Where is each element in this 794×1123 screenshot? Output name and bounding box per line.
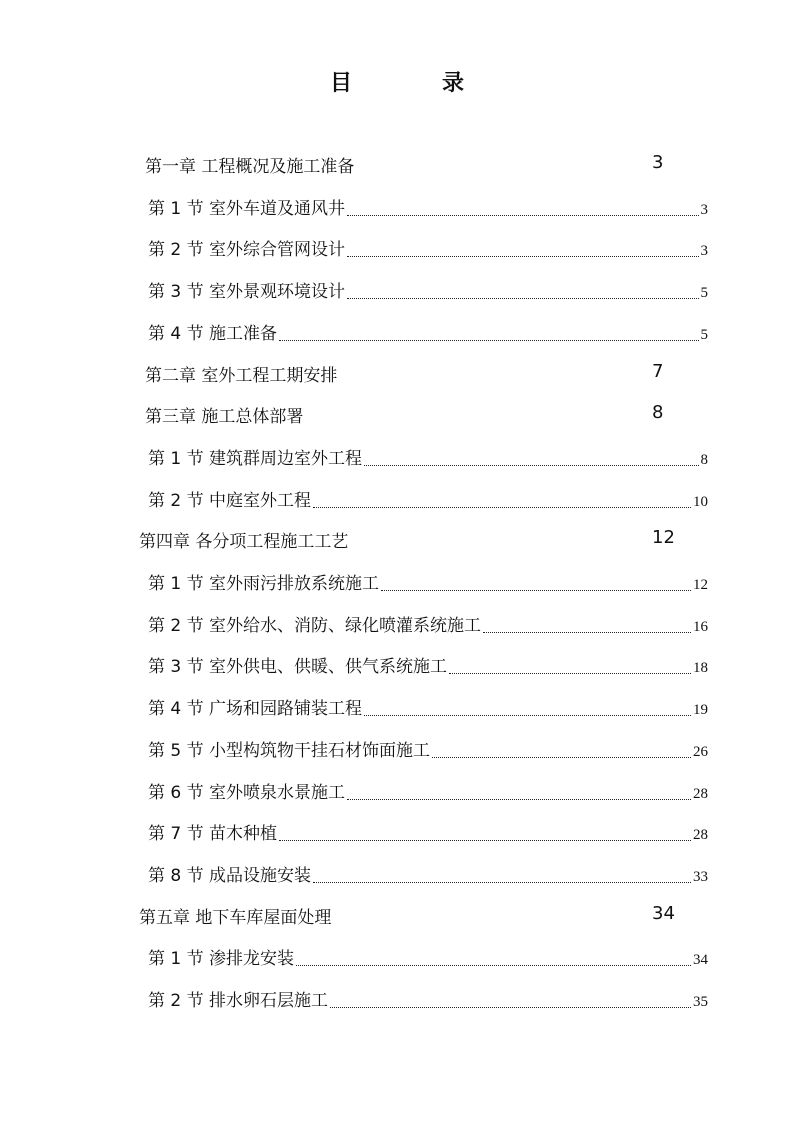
toc-entry-page-number: 26 [693, 743, 708, 760]
toc-entry-label: 第 1 节 渗排龙安装 [148, 949, 295, 970]
toc-entry-label: 第 1 节 室外雨污排放系统施工 [148, 574, 380, 594]
toc-entry-label: 第 8 节 成品设施安装 [148, 865, 312, 886]
toc-entry-page-number: 19 [693, 702, 708, 719]
toc-section-entry[interactable] [148, 194, 708, 219]
toc-entry-label: 第 2 节 室外综合管网设计 [148, 240, 346, 261]
toc-entry-page-number: 28 [693, 827, 708, 844]
toc-section-entry[interactable] [148, 569, 708, 594]
toc-entry-page-number: 28 [693, 785, 708, 802]
dot-leader [364, 455, 698, 466]
dot-leader [364, 705, 691, 716]
toc-section-entry[interactable] [148, 277, 708, 302]
dot-leader [347, 288, 698, 299]
toc-entry-page-number: 3 [652, 152, 664, 173]
toc-entry-label: 第 1 节 建筑群周边室外工程 [148, 448, 363, 469]
dot-leader [483, 622, 691, 633]
toc-chapter-entry[interactable] [145, 402, 670, 427]
toc-section-entry[interactable] [148, 861, 708, 886]
toc-entry-page-number: 16 [693, 618, 708, 635]
toc-section-entry[interactable] [148, 444, 708, 469]
toc-entry-label: 第五章 地下车库屋面处理 [139, 907, 332, 928]
toc-entry-label: 第 4 节 广场和园路铺装工程 [148, 699, 363, 720]
toc-entry-label: 第 3 节 室外供电、供暖、供气系统施工 [148, 657, 448, 678]
toc-entry-label: 第二章 室外工程工期安排 [145, 365, 338, 386]
dot-leader [347, 789, 691, 800]
toc-section-entry[interactable] [148, 319, 708, 344]
toc-entry-page-number: 33 [693, 868, 708, 885]
toc-entry-page-number: 8 [652, 402, 664, 424]
dot-leader [313, 497, 691, 508]
toc-entry-label: 第四章 各分项工程施工工艺 [139, 532, 349, 553]
toc-section-entry[interactable] [148, 736, 708, 761]
toc-entry-page-number: 5 [700, 326, 708, 343]
toc-entry-label: 第 2 节 室外给水、消防、绿化喷灌系统施工 [148, 615, 482, 636]
toc-entry-page-number: 34 [693, 952, 708, 969]
toc-entry-page-number: 10 [693, 493, 708, 510]
toc-entry-page-number: 12 [652, 527, 675, 549]
dot-leader [347, 205, 698, 216]
dot-leader [313, 872, 691, 883]
toc-entry-label: 第一章 工程概况及施工准备 [145, 157, 355, 177]
toc-entry-page-number: 12 [693, 577, 708, 593]
toc-entry-page-number: 7 [652, 360, 664, 382]
toc-chapter-entry[interactable] [145, 361, 670, 386]
toc-entry-label: 第三章 施工总体部署 [145, 407, 304, 428]
toc-entry-label: 第 1 节 室外车道及通风井 [148, 198, 346, 219]
toc-entry-page-number: 3 [700, 201, 708, 218]
dot-leader [279, 330, 698, 341]
toc-entry-page-number: 5 [700, 285, 708, 302]
toc-entry-label: 第 4 节 施工准备 [148, 323, 278, 344]
toc-entry-label: 第 3 节 室外景观环境设计 [148, 282, 346, 303]
toc-entry-label: 第 2 节 中庭室外工程 [148, 490, 312, 511]
toc-chapter-entry[interactable] [139, 527, 675, 553]
toc-entry-page-number: 18 [693, 660, 708, 677]
toc-entry-page-number: 35 [693, 994, 708, 1010]
toc-entry-label: 第 5 节 小型构筑物干挂石材饰面施工 [148, 740, 431, 761]
toc-entry-label: 第 2 节 排水卵石层施工 [148, 991, 329, 1011]
toc-section-entry[interactable] [148, 486, 708, 511]
dot-leader [381, 580, 691, 591]
toc-entry-page-number: 8 [700, 451, 708, 468]
toc-section-entry[interactable] [148, 778, 708, 803]
dot-leader [432, 747, 691, 758]
dot-leader [347, 246, 698, 257]
toc-entry-label: 第 6 节 室外喷泉水景施工 [148, 782, 346, 803]
toc-section-entry[interactable] [148, 986, 708, 1011]
toc-section-entry[interactable] [148, 944, 708, 969]
dot-leader [296, 955, 691, 966]
toc-section-entry[interactable] [148, 235, 708, 260]
toc-section-entry[interactable] [148, 694, 708, 719]
dot-leader [279, 830, 691, 841]
toc-chapter-entry[interactable] [145, 152, 670, 177]
toc-section-entry[interactable] [148, 652, 708, 677]
toc-entry-page-number: 3 [700, 243, 708, 260]
toc-chapter-entry[interactable] [139, 902, 675, 928]
toc-entry-label: 第 7 节 苗木种植 [148, 824, 278, 845]
toc-entry-page-number: 34 [652, 902, 675, 924]
toc-section-entry[interactable] [148, 819, 708, 844]
page-title: 目 录 [329, 70, 498, 96]
toc-section-entry[interactable] [148, 611, 708, 636]
dot-leader [330, 997, 691, 1008]
dot-leader [449, 663, 691, 674]
